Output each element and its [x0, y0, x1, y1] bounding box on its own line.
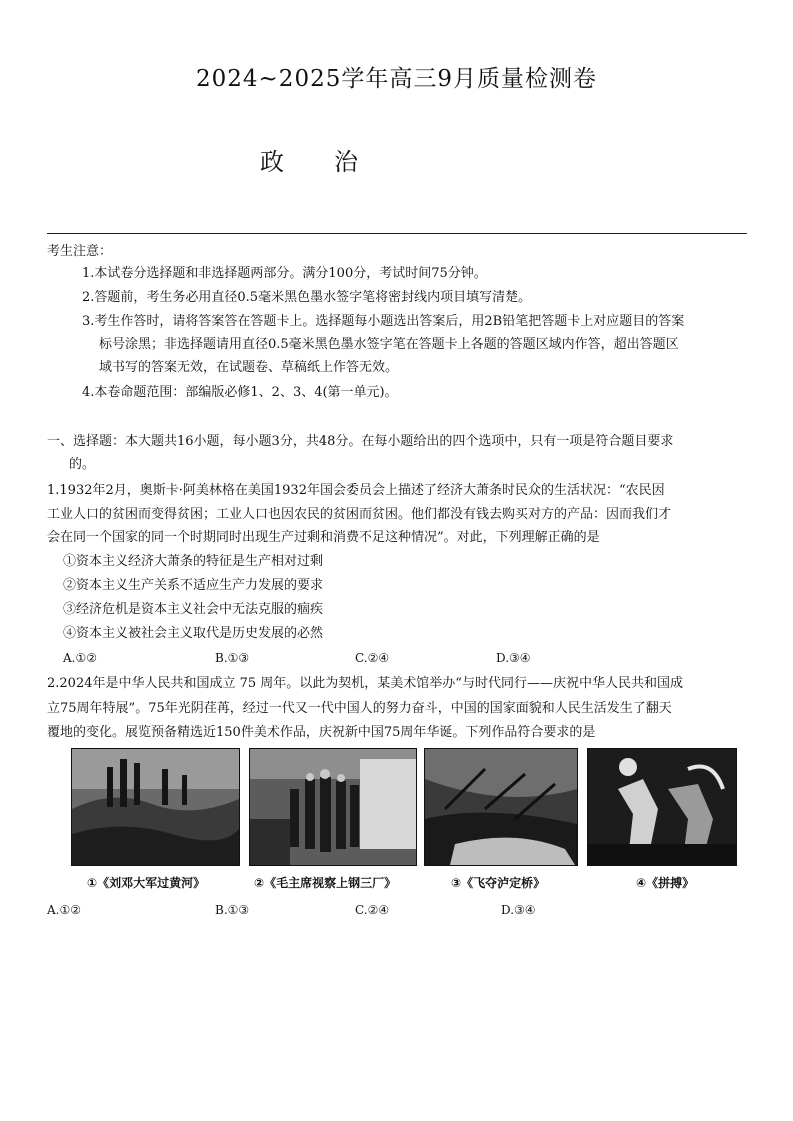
- notice-item-3: 3.考生作答时，请将答案答在答题卡上。选择题每小题选出答案后，用2B铅笔把答题卡上对应题目的答案: [82, 314, 685, 329]
- question-2-choice-c: C.②④: [355, 903, 390, 917]
- notice-item-2: 2.答题前，考生务必用直径0.5毫米黑色墨水签字笔将密封线内项目填写清楚。: [82, 290, 532, 305]
- question-2-choice-d: D.③④: [501, 903, 536, 917]
- exam-title: 2024~2025学年高三9月质量检测卷: [196, 66, 597, 92]
- question-2-line-1: 2.2024年是中华人民共和国成立 75 周年。以此为契机，某美术馆举办“与时代同行——庆祝中华人民共和国成: [47, 676, 683, 691]
- question-1-line-1: 1.1932年2月，奥斯卡·阿美林格在美国1932年国会委员会上描述了经济大萧条时民众的生活状况：“农民因: [47, 483, 665, 498]
- section-heading-cont: 的。: [69, 457, 96, 472]
- question-1-line-2: 工业人口的贫困而变得贫困；工业人口也因农民的贫困而贫困。他们都没有钱去购买对方的产品：因而我们才: [47, 507, 672, 522]
- question-1-statement-3: ③经济危机是资本主义社会中无法克服的痼疾: [63, 602, 324, 617]
- artwork-image-3: [424, 748, 578, 866]
- artwork-caption-4: ④《拼搏》: [636, 876, 695, 890]
- exam-subject: 政治: [260, 148, 408, 176]
- question-2-line-3: 覆地的变化。展览预备精选近150件美术作品，庆祝新中国75周年华诞。下列作品符合要求的是: [47, 725, 596, 740]
- artwork-image-2: [249, 748, 417, 866]
- artwork-caption-3: ③《飞夺泸定桥》: [451, 876, 546, 890]
- question-1-statement-2: ②资本主义生产关系不适应生产力发展的要求: [63, 578, 324, 593]
- notice-item-4: 4.本卷命题范围：部编版必修1、2、3、4(第一单元)。: [82, 385, 398, 400]
- question-2-choice-a: A.①②: [47, 903, 81, 917]
- section-heading: 一、选择题：本大题共16小题，每小题3分，共48分。在每小题给出的四个选项中，只有一项是符合题目要求: [47, 434, 674, 449]
- question-1-statement-1: ①资本主义经济大萧条的特征是生产相对过剩: [63, 554, 324, 569]
- question-1-choice-d: D.③④: [496, 651, 531, 665]
- question-1-statement-4: ④资本主义被社会主义取代是历史发展的必然: [63, 626, 324, 641]
- notice-heading: 考生注意：: [47, 244, 113, 259]
- question-1-choice-a: A.①②: [63, 651, 97, 665]
- question-1-choice-c: C.②④: [355, 651, 390, 665]
- question-2-choice-b: B.①③: [215, 903, 250, 917]
- question-1-choice-b: B.①③: [215, 651, 250, 665]
- question-1-line-3: 会在同一个国家的同一个时期同时出现生产过剩和消费不足这种情况”。对此，下列理解正确的是: [47, 530, 600, 545]
- notice-item-1: 1.本试卷分选择题和非选择题两部分。满分100分，考试时间75分钟。: [82, 266, 487, 281]
- notice-item-3-cont-2: 域书写的答案无效，在试题卷、草稿纸上作答无效。: [99, 360, 399, 375]
- header-divider: [47, 233, 747, 234]
- artwork-image-1: [71, 748, 240, 866]
- question-2-line-2: 立75周年特展”。75年光阴荏苒，经过一代又一代中国人的努力奋斗，中国的国家面貌和人民生活发生了翻天: [47, 701, 672, 716]
- artwork-image-4: [587, 748, 737, 866]
- artwork-caption-1: ①《刘邓大军过黄河》: [87, 876, 206, 890]
- artwork-caption-2: ②《毛主席视察上钢三厂》: [254, 876, 397, 890]
- notice-item-3-cont-1: 标号涂黑；非选择题请用直径0.5毫米黑色墨水签字笔在答题卡上各题的答题区域内作答，超出答题区: [99, 337, 679, 352]
